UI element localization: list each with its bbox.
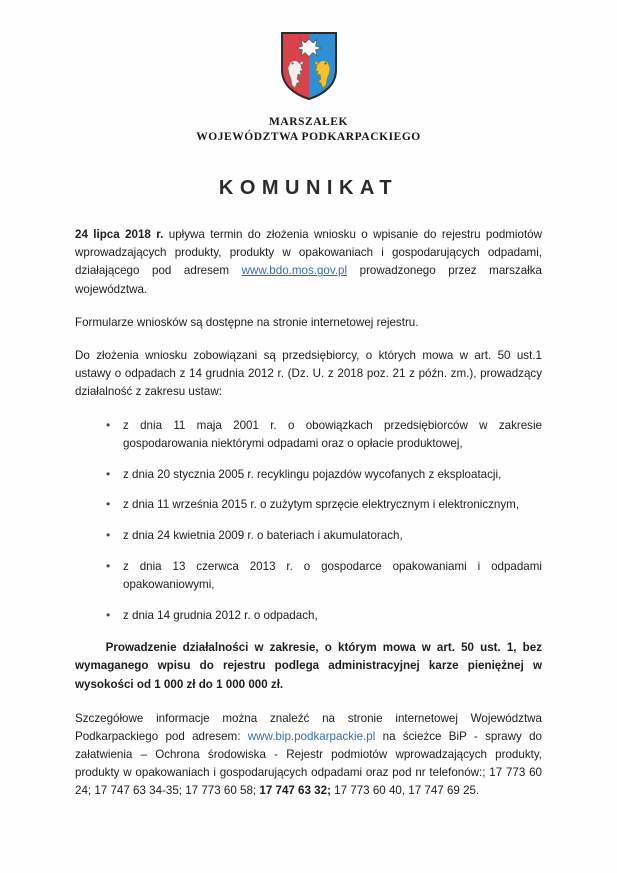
document-body bbox=[75, 226, 542, 801]
paragraph-forms: Formularze wniosków są dostępne na stronie internetowej rejestru. bbox=[75, 315, 419, 329]
list-item-label: z dnia 13 czerwca 2013 r. o gospodarce opakowaniami i odpadami opakowaniowymi, bbox=[123, 559, 542, 591]
list-item bbox=[106, 496, 542, 514]
office-heading-line1: MARSZAŁEK bbox=[268, 116, 349, 128]
paragraph-deadline bbox=[75, 226, 542, 299]
paragraph-obligated: Do złożenia wniosku zobowiązani są przedsiębiorcy, o których mowa w art. 50 ust.1 ustawy o odpadach z 14 grudnia 2012 r. (Dz. U. z 2018 poz. 21 z późn. zm.), prowadzący działalność z zakresu ustaw: bbox=[75, 349, 542, 399]
coat-of-arms-icon bbox=[279, 30, 339, 102]
list-item-label: z dnia 11 maja 2001 r. o obowiązkach przedsiębiorców w zakresie gospodarowania niektórymi odpadami oraz o opłacie produktowej, bbox=[123, 418, 542, 450]
paragraph-contact bbox=[75, 710, 542, 801]
contact-text-3: 17 773 60 40, 17 747 69 25. bbox=[330, 784, 480, 798]
page-title: KOMUNIKAT bbox=[218, 177, 399, 199]
bullet-icon: • bbox=[106, 466, 111, 481]
deadline-text-2: prowadzonego przez marszałka województwa. bbox=[75, 264, 542, 296]
list-item-label: z dnia 24 kwietnia 2009 r. o bateriach i akumulatorach, bbox=[123, 528, 403, 542]
bip-podkarpackie-link[interactable]: www.bip.podkarpackie.pl bbox=[247, 729, 376, 743]
contact-text-1: Szczegółowe informacje można znaleźć na stronie internetowej Województwa Podkarpackiego pod adresem: bbox=[75, 711, 542, 743]
bullet-icon: • bbox=[106, 527, 111, 542]
list-item bbox=[106, 417, 542, 453]
bullet-icon: • bbox=[106, 417, 111, 432]
list-item bbox=[106, 527, 542, 545]
bdo-registry-link[interactable]: www.bdo.mos.gov.pl bbox=[241, 264, 348, 278]
contact-phone-bold: 17 747 63 32; bbox=[259, 784, 331, 798]
crest-container bbox=[75, 0, 542, 102]
office-heading bbox=[75, 115, 542, 145]
deadline-text-1: upływa termin do złożenia wniosku o wpisanie do rejestru podmiotów wprowadzających produkty, produkty w opakowaniach i gospodarujących odpadami, działającego pod adresem bbox=[75, 228, 542, 278]
list-item bbox=[106, 607, 542, 625]
law-list bbox=[75, 417, 542, 625]
penalty-notice-text: Prowadzenie działalności w zakresie, o którym mowa w art. 50 ust. 1, bez wymaganego wpisu do rejestru podlega administracyjnej karze pieniężnej w wysokości od 1 000 zł do 1 000 000 zł. bbox=[75, 640, 542, 691]
list-item-label: z dnia 11 września 2015 r. o zużytym sprzęcie elektrycznym i elektronicznym, bbox=[123, 498, 520, 512]
bullet-icon: • bbox=[106, 497, 111, 512]
contact-text-2: na ścieżce BiP - sprawy do załatwienia – Ochrona środowiska - Rejestr podmiotów wprowadzających produkty, produkty w opakowaniach i gospodarujących odpadami oraz pod nr telefonów:; 17 773 60 24; 17 747 63 34-35; 17 773 60 58; bbox=[75, 729, 542, 798]
list-item bbox=[106, 558, 542, 594]
list-item bbox=[106, 466, 542, 484]
list-item-label: z dnia 14 grudnia 2012 r. o odpadach, bbox=[123, 608, 318, 622]
deadline-date: 24 lipca 2018 r. bbox=[75, 228, 164, 241]
penalty-notice bbox=[75, 639, 542, 695]
office-heading-line2: WOJEWÓDZTWA PODKARPACKIEGO bbox=[196, 131, 421, 143]
bullet-icon: • bbox=[106, 607, 111, 622]
list-item-label: z dnia 20 stycznia 2005 r. recyklingu pojazdów wycofanych z eksploatacji, bbox=[123, 467, 502, 481]
bullet-icon: • bbox=[106, 558, 111, 573]
